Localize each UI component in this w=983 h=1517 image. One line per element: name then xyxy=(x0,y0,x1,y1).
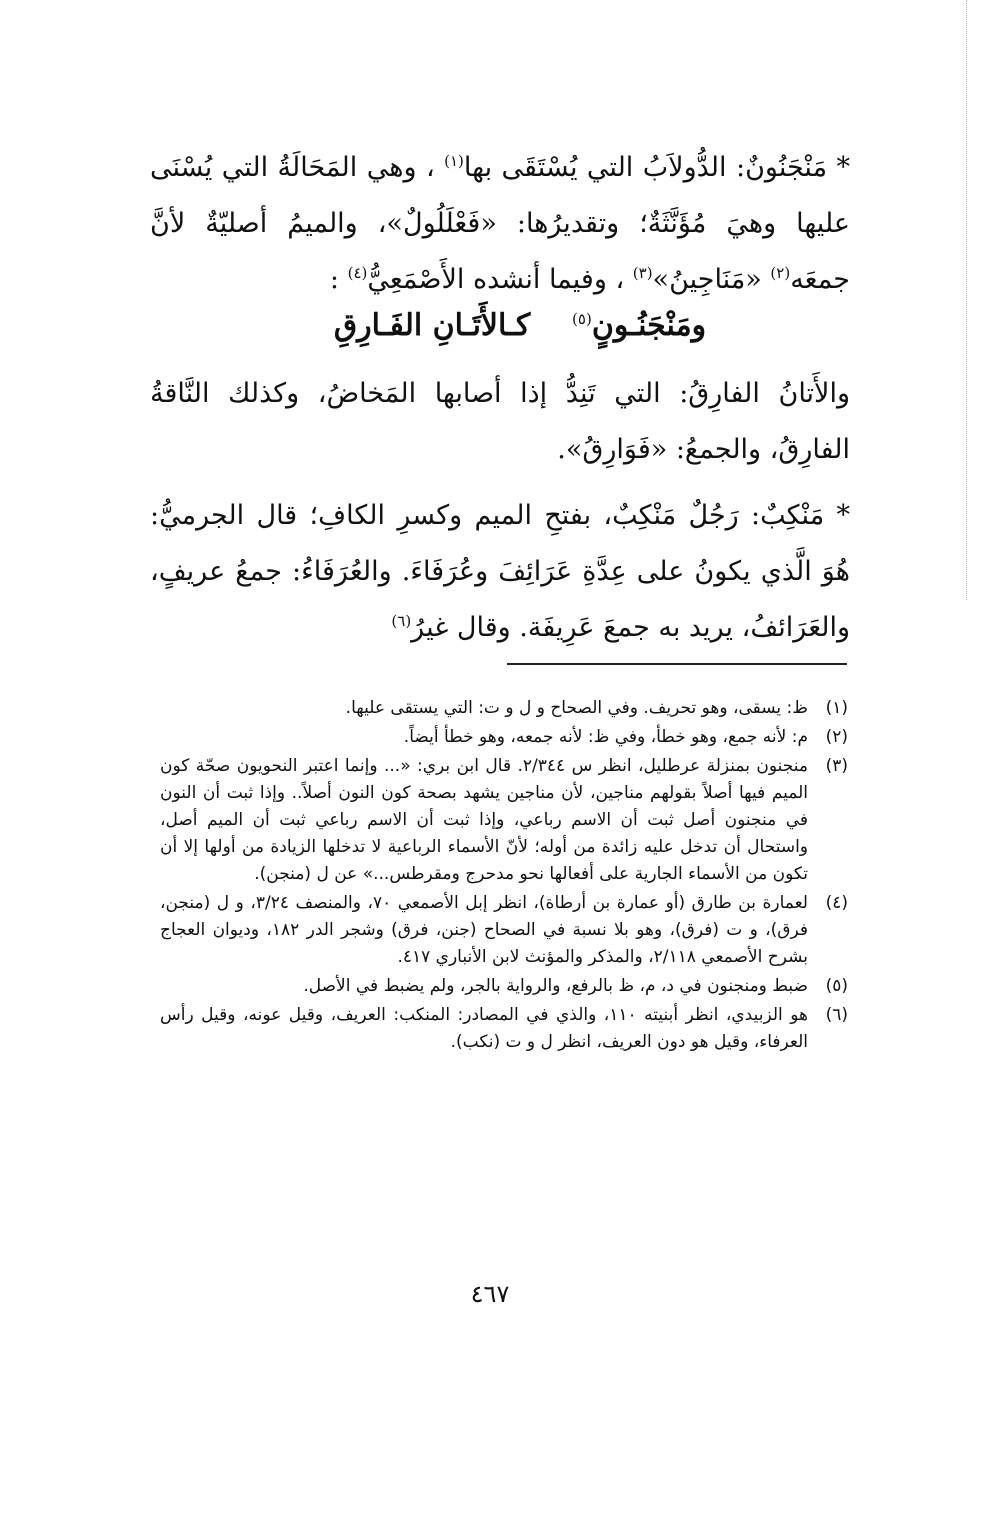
page-number: ٤٦٧ xyxy=(470,1280,510,1308)
footnotes-section xyxy=(160,695,848,1058)
footnote-number: (٢) xyxy=(825,727,848,747)
footnote-text: هو الزبيدي، انظر أبنيته ١١٠، والذي في المصادر: المنكب: العريف، وقيل عونه، وقيل رأس العرفاء، وقيل هو دون العريف، انظر ل و ت (نكب). xyxy=(160,1005,808,1052)
footnote-ref-4: (٤) xyxy=(347,264,368,282)
footnote-ref-6: (٦) xyxy=(391,612,412,630)
footnote-3 xyxy=(160,753,848,888)
footnote-number: (٤) xyxy=(825,893,848,913)
entry-lead: * مَنْجَنُونٌ: الدُّولاَبُ التي يُسْتَقَى بها xyxy=(463,152,850,183)
footnote-5 xyxy=(160,973,848,1000)
footnote-ref-1: (١) xyxy=(444,152,464,170)
entry-mankib xyxy=(150,488,850,656)
footnote-number: (١) xyxy=(825,698,848,718)
footnote-1 xyxy=(160,695,848,722)
verse-hemistich-2: كـالأَتَـانِ الفَـارِقِ xyxy=(333,308,531,343)
footnote-6 xyxy=(160,1002,848,1056)
margin-dotted-line xyxy=(966,0,967,600)
footnote-text: ضبط ومنجنون في د، م، ظ بالرفع، والرواية بالجر، ولم يضبط في الأصل. xyxy=(303,976,808,996)
footnote-number: (٦) xyxy=(825,1005,848,1025)
footnote-text: ظ: يسقى، وهو تحريف. وفي الصحاح و ل و ت: التي يستقى عليها. xyxy=(345,698,808,718)
footnote-text: منجنون بمنزلة عرطليل، انظر س ٢/٣٤٤. قال ابن بري: «... وإنما اعتبر النحويون صحّة كون الميم فيها أصلاً بقولهم مناجين، لأن مناجين يشهد بصحة كون النون أصلاً.. وإذا ثبت أن النون في منجنون أصل ثبت أن الاسم رباعي، وإذا ثبت أن الاسم رباعي ثبت أن الميم أصل، واستحال أن تدخل عليه زائدة من أوله؛ لأنّ الأسماء الرباعية لا تدخلها الزيادة من أولها إلا أن تكون من الأسماء الجارية على أفعالها نحو مدحرج ومقرطس...» عن ل (منجن). xyxy=(160,756,808,884)
footnote-ref-5: (٥) xyxy=(572,310,592,328)
footnote-divider xyxy=(507,663,847,665)
entry-mankib-text: * مَنْكِبٌ: رَجُلٌ مَنْكِبٌ، بفتحِ الميم وكسرِ الكافِ؛ قال الجرميُّ: هُوَ الَّذي يكونُ على عِدَّةِ عَرَائِفَ وعُرَفَاءَ. والعُرَفَاءُ: جمعُ عريفٍ، والعَرَائفُ، يريد به جمعَ عَرِيفَة. وقال غيرُ xyxy=(150,500,850,643)
entry-colon: : xyxy=(329,264,340,295)
entry-mankib-paragraph xyxy=(150,488,850,656)
poetry-verse xyxy=(250,298,790,354)
footnote-number: (٣) xyxy=(825,756,848,776)
footnote-2 xyxy=(160,724,848,751)
entry-body: ، وهي المَحَالَةُ التي يُسْنَى عليها وهيَ مُؤَنَّثَةٌ؛ وتقديرُها: «فَعْلَلُولٌ»، والميمُ أصليّةٌ لأنَّ جمعَه xyxy=(150,152,850,295)
footnote-ref-3: (٣) xyxy=(632,264,653,282)
footnote-ref-2: (٢) xyxy=(770,264,791,282)
verse-hemistich-1: ومَنْجَنُـونٍ xyxy=(591,308,707,343)
entry-body-cont: ، وفيما أنشده الأَصْمَعِيُّ xyxy=(367,264,625,295)
entry-manjanun xyxy=(150,140,850,308)
footnote-text: م: لأنه جمع، وهو خطأ، وفي ظ: لأنه جمعه، وهو خطأ أيضاً. xyxy=(403,727,808,747)
entry-atan xyxy=(150,366,850,478)
footnote-4 xyxy=(160,890,848,971)
footnote-text: لعمارة بن طارق (أو عمارة بن أرطاة)، انظر إبل الأصمعي ٧٠، والمنصف ٣/٢٤، و ل (منجن، فرق)، و ت (فرق)، وهو بلا نسبة في الصحاح (جنن، فرق) وشجر الدر ١٨٢، وديوان العجاج بشرح الأصمعي ٢/١١٨، والمذكر والمؤنث لابن الأنباري ٤١٧. xyxy=(160,893,808,967)
entry-atan-paragraph: والأَتانُ الفارِقُ: التي تَنِدُّ إذا أصابها المَخاضُ، وكذلك النَّاقةُ الفارِقُ، والجمعُ: «فَوَارِقُ». xyxy=(150,378,850,465)
footnote-number: (٥) xyxy=(825,976,848,996)
entry-manjanun-paragraph xyxy=(150,140,850,308)
entry-plural: «مَنَاجِينُ» xyxy=(652,264,762,295)
